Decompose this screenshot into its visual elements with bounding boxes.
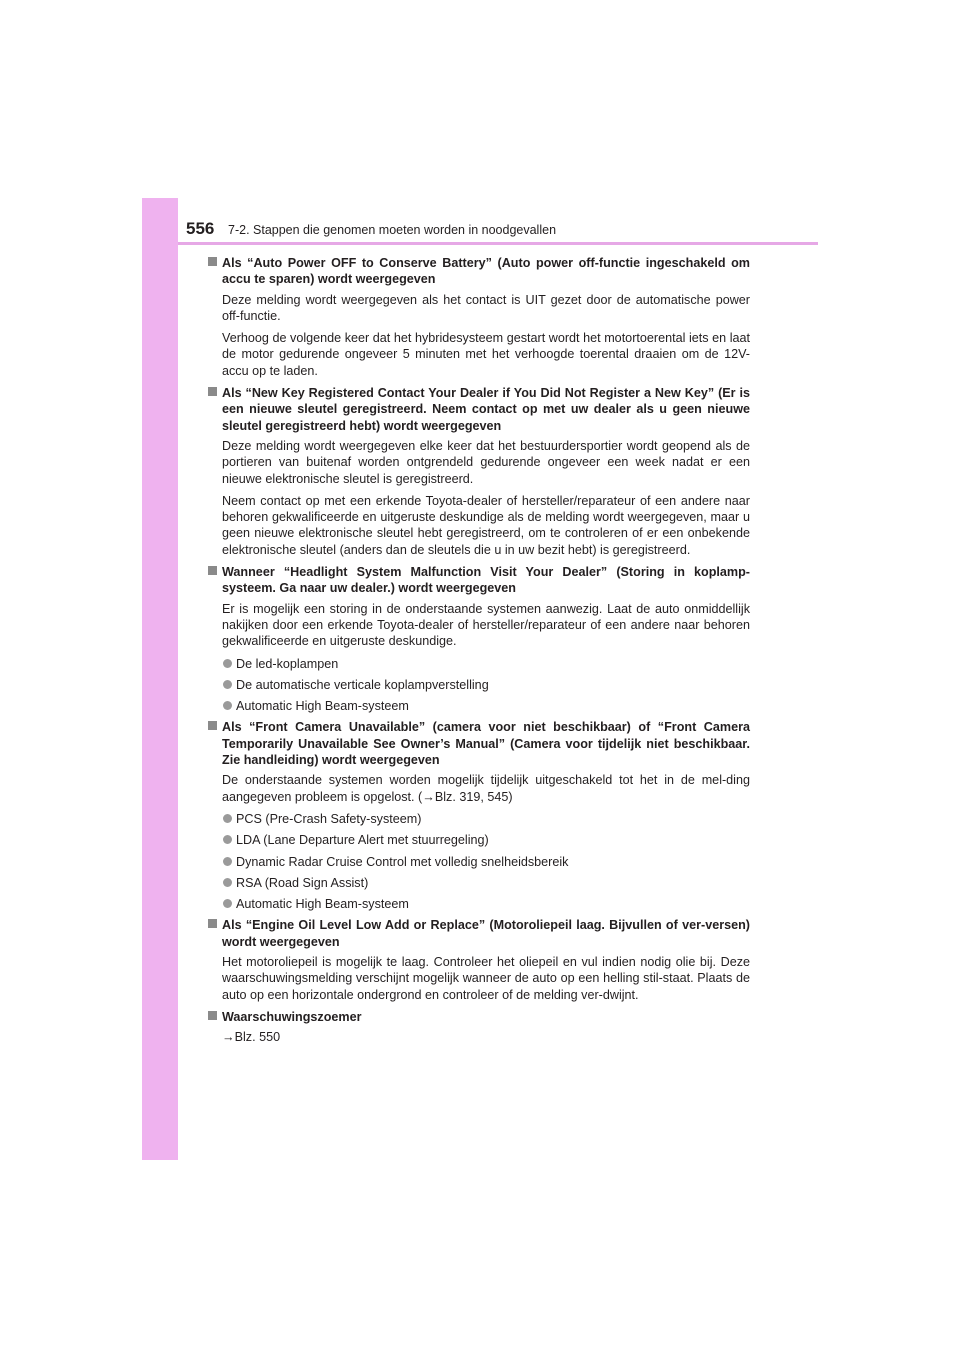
section-heading xyxy=(208,917,750,950)
list-item xyxy=(208,896,750,912)
list-item xyxy=(208,656,750,672)
list-item-text: RSA (Road Sign Assist) xyxy=(236,875,369,890)
list-item-text: Automatic High Beam-systeem xyxy=(236,699,409,714)
section-heading xyxy=(208,255,750,288)
section-front-camera-unavailable xyxy=(208,719,750,912)
list-item xyxy=(208,677,750,693)
circle-bullet-icon xyxy=(223,659,232,668)
section-heading xyxy=(208,564,750,597)
list-item xyxy=(208,832,750,848)
page-reference: →Blz. 550 xyxy=(222,1030,281,1045)
heading-text: Als “New Key Registered Contact Your Dealer if You Did Not Register a New Key” (Er is een nieuwe sleutel geregistreerd. Neem contact op met uw dealer als u geen nieuwe sleutel geregistreerd hebt) wordt weergegeven xyxy=(222,386,750,433)
square-bullet-icon xyxy=(208,919,217,928)
section-title: 7-2. Stappen die genomen moeten worden in noodgevallen xyxy=(228,223,557,237)
page-number: 556 xyxy=(186,219,215,238)
heading-text: Als “Front Camera Unavailable” (camera voor niet beschikbaar) of “Front Camera Temporarily Unavailable See Owner’s Manual” (Camera voor tijdelijk niet beschikbaar. Zie handleiding) wordt weergegeven xyxy=(222,720,750,768)
list-item-text: Dynamic Radar Cruise Control met volledig snelheidsbereik xyxy=(236,854,569,869)
heading-text: Als “Engine Oil Level Low Add or Replace” (Motoroliepeil laag. Bijvullen of ver-versen) wordt weergegeven xyxy=(222,918,750,949)
heading-text: Waarschuwingszoemer xyxy=(222,1009,362,1024)
heading-text: Wanneer “Headlight System Malfunction Visit Your Dealer” (Storing in koplamp-systeem. Ga naar uw dealer.) wordt weergegeven xyxy=(222,565,750,596)
page-content xyxy=(208,255,750,1051)
section-heading xyxy=(208,719,750,768)
circle-bullet-icon xyxy=(223,835,232,844)
section-engine-oil-low xyxy=(208,917,750,1002)
list-item xyxy=(208,875,750,891)
list-item-text: Automatic High Beam-systeem xyxy=(236,897,409,912)
circle-bullet-icon xyxy=(223,814,232,823)
paragraph: Verhoog de volgende keer dat het hybridesysteem gestart wordt het motortoerental iets en laat de motor gedurende ongeveer 5 minuten met het verhoogde toerental draaien om de 12V-accu op te laden. xyxy=(222,331,750,378)
paragraph: Het motoroliepeil is mogelijk te laag. Controleer het oliepeil en vul indien nodig olie bij. Deze waarschuwingsmelding verschijnt mogelijk wanneer de auto op een helling stil-staat. Plaats de auto op een horizontale ondergrond en controleer of de melding ver-dwijnt. xyxy=(222,954,750,1002)
paragraph: Er is mogelijk een storing in de onderstaande systemen aanwezig. Laat de auto onmiddellijk nakijken door een erkende Toyota-dealer of hersteller/reparateur of een andere naar behoren gekwalificeerde en uitgeruste deskundige. xyxy=(222,601,750,649)
section-heading xyxy=(208,1009,750,1025)
header-divider xyxy=(178,242,818,245)
section-headlight-malfunction xyxy=(208,564,750,714)
paragraph: Neem contact op met een erkende Toyota-dealer of hersteller/reparateur of een andere naar behoren gekwalificeerde en uitgeruste deskundige als de melding wordt weergegeven, maar u geen nieuwe elektronische sleutel hebt geregistreerd, om te controleren of er een onbekende elektronische sleutel (anders dan de sleutels die u in uw bezit hebt) is geregistreerd. xyxy=(222,493,750,557)
circle-bullet-icon xyxy=(223,701,232,710)
square-bullet-icon xyxy=(208,257,217,266)
section-warning-buzzer xyxy=(208,1009,750,1046)
paragraph: Deze melding wordt weergegeven als het contact is UIT gezet door de automatische power off-functie. xyxy=(222,292,750,323)
square-bullet-icon xyxy=(208,566,217,575)
square-bullet-icon xyxy=(208,387,217,396)
section-auto-power-off xyxy=(208,255,750,379)
section-tab-band xyxy=(142,198,178,1160)
heading-text: Als “Auto Power OFF to Conserve Battery” (Auto power off-functie ingeschakeld om accu te sparen) wordt weergegeven xyxy=(222,256,750,287)
circle-bullet-icon xyxy=(223,878,232,887)
list-item-text: De automatische verticale koplampverstelling xyxy=(236,677,489,692)
list-item-text: PCS (Pre-Crash Safety-systeem) xyxy=(236,811,422,826)
paragraph: Deze melding wordt weergegeven elke keer dat het bestuurdersportier wordt geopend als de portieren van buitenaf worden ontgrendeld gedurende ongeveer een week nadat er een nieuwe elektronische sleutel is geregistreerd. xyxy=(222,438,750,486)
section-new-key-registered xyxy=(208,385,750,558)
square-bullet-icon xyxy=(208,1011,217,1020)
list-item xyxy=(208,698,750,714)
square-bullet-icon xyxy=(208,721,217,730)
circle-bullet-icon xyxy=(223,680,232,689)
paragraph: De onderstaande systemen worden mogelijk tijdelijk uitgeschakeld tot het in de mel-ding aangegeven probleem is opgelost. (→Blz. 319, 545) xyxy=(222,773,750,804)
list-item xyxy=(208,854,750,870)
list-item-text: LDA (Lane Departure Alert met stuurregeling) xyxy=(236,833,489,848)
list-item-text: De led-koplampen xyxy=(236,656,339,671)
circle-bullet-icon xyxy=(223,857,232,866)
section-heading xyxy=(208,385,750,434)
circle-bullet-icon xyxy=(223,899,232,908)
list-item xyxy=(208,811,750,827)
